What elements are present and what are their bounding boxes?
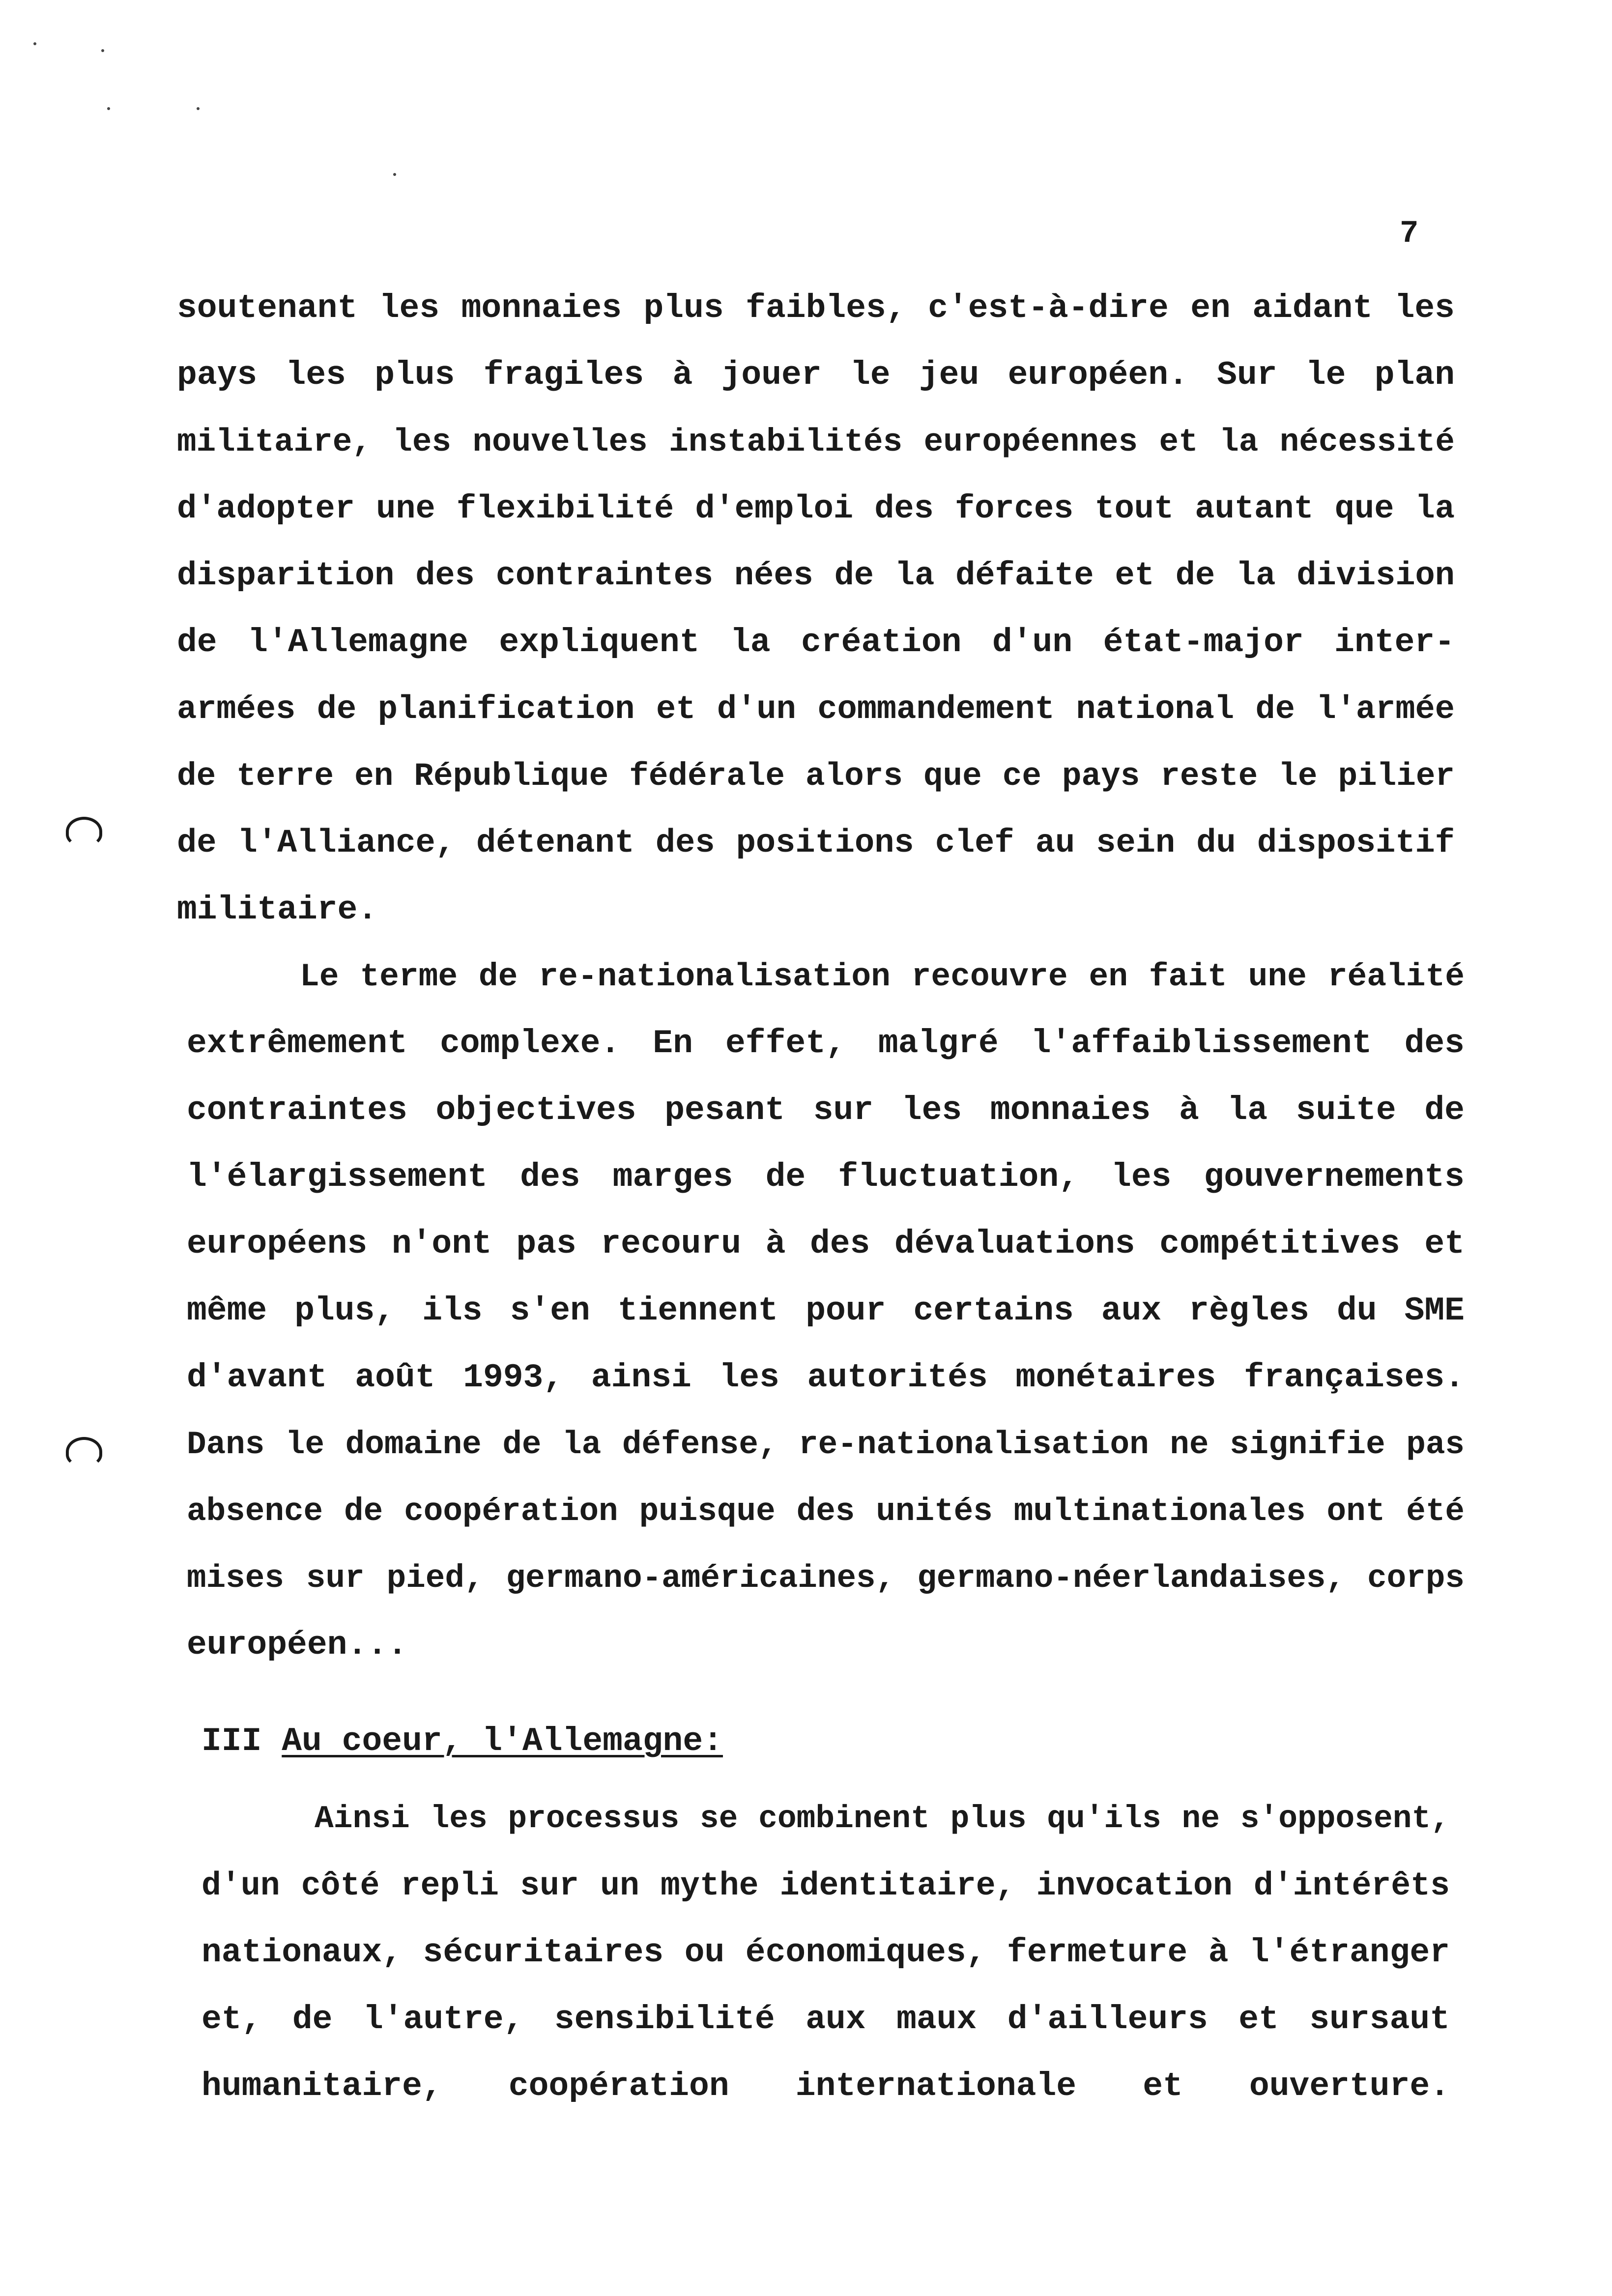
scan-speck — [393, 173, 396, 176]
text-line: et, de l'autre, sensibilité aux maux d'ailleurs et sursaut — [202, 2001, 1450, 2038]
scan-speck — [197, 107, 200, 110]
text-line: d'adopter une flexibilité d'emploi des forces tout autant que la — [177, 490, 1455, 528]
text-line: d'avant août 1993, ainsi les autorités monétaires françaises. — [187, 1359, 1465, 1397]
punch-hole-mark — [66, 817, 102, 846]
text-line: de l'Alliance, détenant des positions clef au sein du dispositif — [177, 825, 1455, 862]
text-line: mises sur pied, germano-américaines, germano-néerlandaises, corps — [187, 1560, 1465, 1597]
text-line: absence de coopération puisque des unités multinationales ont été — [187, 1493, 1465, 1530]
paragraph-3 — [202, 1786, 1450, 2120]
scan-speck — [107, 107, 110, 110]
text-line: de terre en République fédérale alors que ce pays reste le pilier — [177, 758, 1455, 795]
scan-speck — [101, 49, 104, 52]
text-line: disparition des contraintes nées de la défaite et de la division — [177, 557, 1455, 595]
punch-hole-mark — [66, 1437, 102, 1466]
paragraph-1 — [177, 275, 1455, 944]
section-heading — [202, 1722, 723, 1760]
section-number: III — [202, 1722, 262, 1760]
text-line: extrêmement complexe. En effet, malgré l'affaiblissement des — [187, 1025, 1465, 1062]
page-number: 7 — [1400, 216, 1419, 252]
text-line: Dans le domaine de la défense, re-nationalisation ne signifie pas — [187, 1426, 1465, 1463]
section-title: Au coeur, l'Allemagne: — [282, 1722, 723, 1760]
paragraph-2 — [187, 944, 1465, 1679]
text-line: même plus, ils s'en tiennent pour certains aux règles du SME — [187, 1292, 1465, 1330]
text-line: soutenant les monnaies plus faibles, c'est-à-dire en aidant les — [177, 289, 1455, 327]
text-line: Le terme de re-nationalisation recouvre en fait une réalité — [300, 958, 1465, 995]
text-line: européens n'ont pas recouru à des dévaluations compétitives et — [187, 1225, 1465, 1263]
text-line: d'un côté repli sur un mythe identitaire, invocation d'intérêts — [202, 1867, 1450, 1904]
text-line: l'élargissement des marges de fluctuation, les gouvernements — [187, 1158, 1465, 1196]
text-line: militaire. — [177, 891, 378, 929]
text-line: militaire, les nouvelles instabilités européennes et la nécessité — [177, 424, 1455, 460]
text-line: humanitaire, coopération internationale et ouverture. — [202, 2067, 1450, 2105]
text-line: armées de planification et d'un commandement national de l'armée — [177, 691, 1455, 728]
scan-speck — [33, 42, 36, 45]
text-line: nationaux, sécuritaires ou économiques, fermeture à l'étranger — [202, 1934, 1450, 1972]
text-line: Ainsi les processus se combinent plus qu'ils ne s'opposent, — [315, 1801, 1450, 1837]
text-line: européen... — [187, 1626, 407, 1664]
text-line: contraintes objectives pesant sur les monnaies à la suite de — [187, 1091, 1465, 1129]
text-line: de l'Allemagne expliquent la création d'un état-major inter- — [177, 624, 1455, 661]
text-line: pays les plus fragiles à jouer le jeu européen. Sur le plan — [177, 356, 1455, 394]
